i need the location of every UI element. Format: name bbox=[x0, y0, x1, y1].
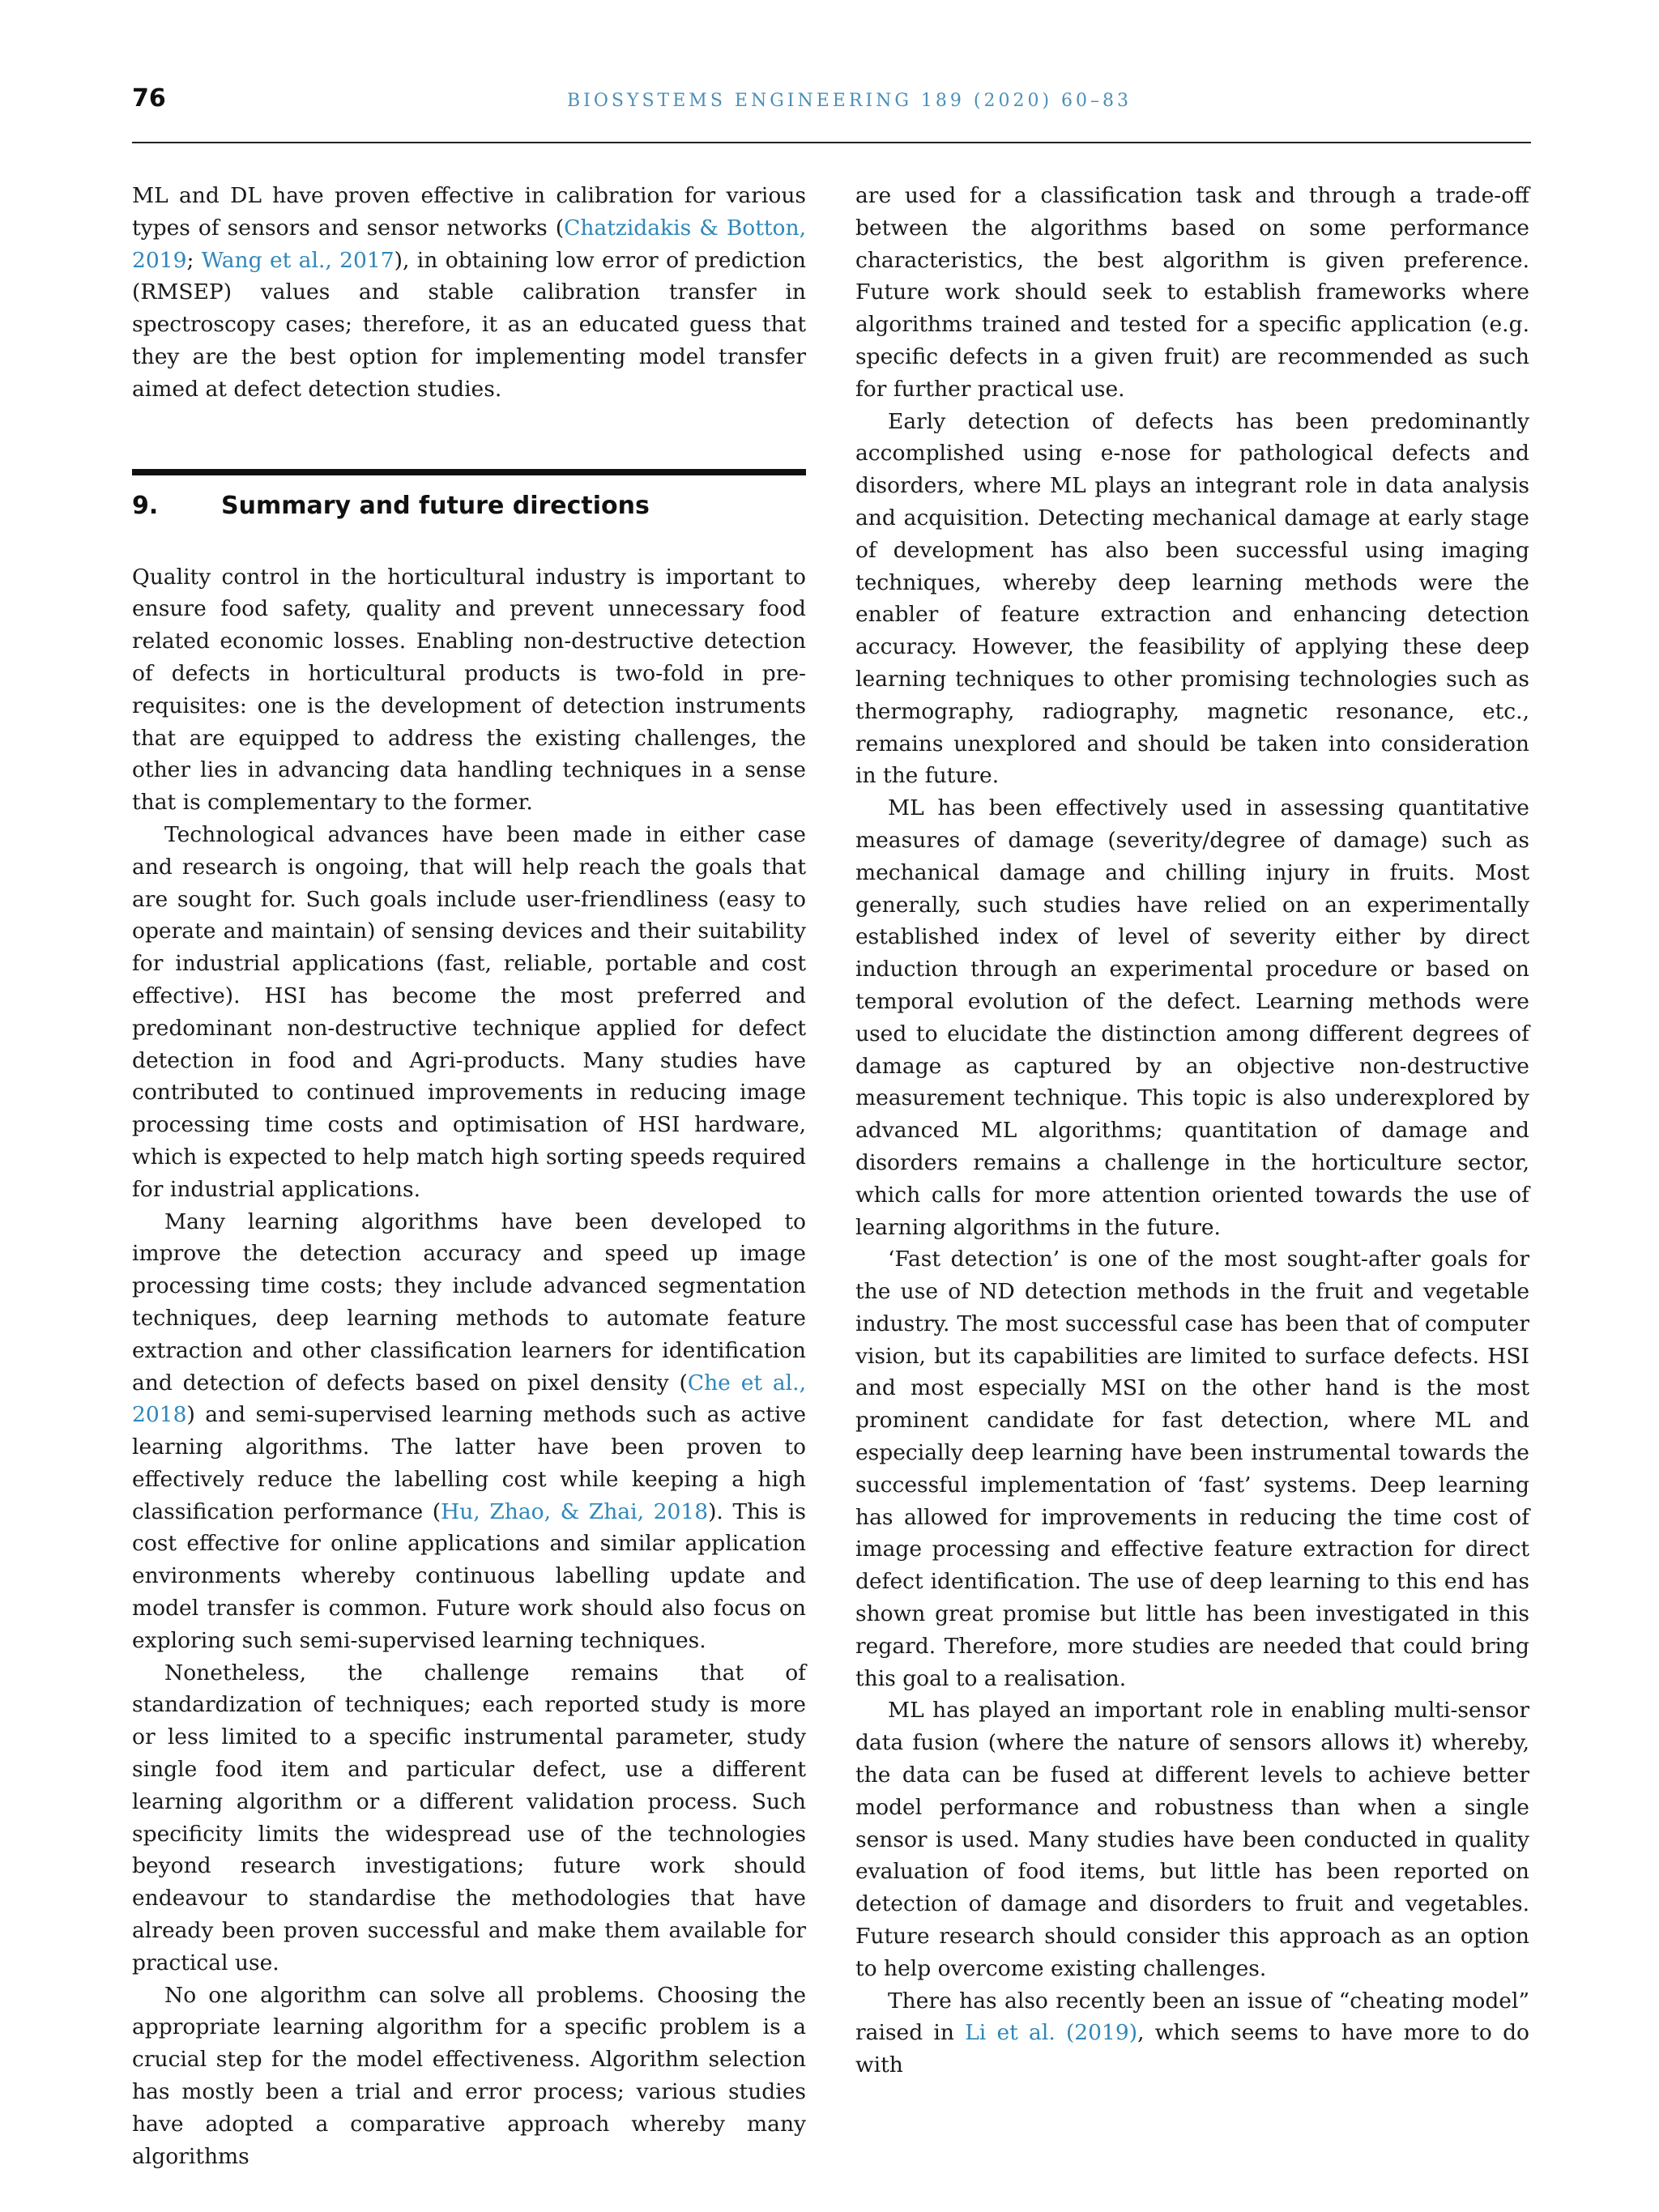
paragraph: No one algorithm can solve all problems. Choosing the appropriate learning algorithm for a specific problem is a crucial step for the model effectiveness. Algorithm selection has mostly been a trial and error process; various studies have adopted a comparative approach whereby many algorithms bbox=[132, 1982, 806, 2169]
paragraph: There has also recently been an issue of “cheating model” raised in Li et al. (2019), which seems to have more to do with bbox=[855, 1988, 1530, 2078]
section-heading bbox=[132, 490, 806, 522]
header-rule bbox=[132, 142, 1531, 143]
section-title: Summary and future directions bbox=[221, 491, 650, 520]
section-body bbox=[132, 561, 806, 2173]
citation-link[interactable]: Che et al., 2018 bbox=[132, 1370, 807, 1428]
paragraph: Many learning algorithms have been developed to improve the detection accuracy and speed up image processing time costs; they include advanced segmentation techniques, deep learning methods to automate feature extraction and other classification learners for identification and detection of defects based on pixel density (Che et al., 2018) and semi-supervised learning methods such as active learning algorithms. The latter have been proven to effectively reduce the labelling cost while keeping a high classification performance (Hu, Zhao, & Zhai, 2018). This is cost effective for online applications and similar application environments whereby continuous labelling update and model transfer is common. Future work should also focus on exploring such semi-supervised learning techniques. bbox=[132, 1208, 807, 1653]
paragraph: Early detection of defects has been predominantly accomplished using e-nose for pathological defects and disorders, where ML plays an integrant role in data analysis and acquisition. Detecting mechanical damage at early stage of development has also been successful using imaging techniques, whereby deep learning methods were the enabler of feature extraction and enhancing detection accuracy. However, the feasibility of applying these deep learning techniques to other promising technologies such as thermography, radiography, magnetic resonance, etc., remains unexplored and should be taken into consideration in the future. bbox=[855, 408, 1529, 789]
paragraph: ‘Fast detection’ is one of the most sought-after goals for the use of ND detection methods in the fruit and vegetable industry. The most successful case has been that of computer vision, but its capabilities are limited to surface defects. HSI and most especially MSI on the other hand is the most prominent candidate for fast detection, where ML and especially deep learning have been instrumental towards the successful implementation of ‘fast’ systems. Deep learning has allowed for improvements in reducing the time cost of image processing and effective feature extraction for direct defect identification. The use of deep learning to this end has shown great promise but little has been investigated in this regard. Therefore, more studies are needed that could bring this goal to a realisation. bbox=[855, 1247, 1529, 1691]
citation-link[interactable]: Li et al. (2019) bbox=[965, 2020, 1138, 2046]
paragraph: Nonetheless, the challenge remains that of standardization of techniques; each reported study is more or less limited to a specific instrumental parameter, study single food item and particular defect, use a different learning algorithm or a different validation process. Such specificity limits the widespread use of the technologies beyond research investigations; future work should endeavour to standardise the methodologies that have already been proven successful and make them available for practical use. bbox=[132, 1660, 806, 1975]
page-number: 76 bbox=[132, 84, 166, 113]
left-column bbox=[132, 180, 806, 2172]
section-number: 9. bbox=[132, 491, 159, 520]
section-rule bbox=[132, 469, 806, 475]
running-head: BIOSYSTEMS ENGINEERING 189 (2020) 60–83 bbox=[567, 91, 1132, 111]
paragraph: Quality control in the horticultural industry is important to ensure food safety, quality and prevent unnecessary food related economic losses. Enabling non-destructive detection of defects in horticultural products is two-fold in pre-requisites: one is the development of detection instruments that are equipped to address the existing challenges, the other lies in advancing data handling techniques in a sense that is complementary to the former. bbox=[132, 564, 806, 816]
paragraph: ML has been effectively used in assessing quantitative measures of damage (severity/degree of damage) such as mechanical damage and chilling injury in fruits. Most generally, such studies have relied on an experimentally established index of level of severity either by direct induction through an experimental procedure or based on temporal evolution of the defect. Learning methods were used to elucidate the distinction among different degrees of damage as captured by an objective non-destructive measurement technique. This topic is also underexplored by advanced ML algorithms; quantitation of damage and disorders remains a challenge in the horticulture sector, which calls for more attention oriented towards the use of learning algorithms in the future. bbox=[855, 795, 1529, 1240]
right-column bbox=[855, 180, 1529, 2082]
paragraph: are used for a classification task and through a trade-off between the algorithms based on some performance characteristics, the best algorithm is given preference. Future work should seek to establish frameworks where algorithms trained and tested for a specific application (e.g. specific defects in a given fruit) are recommended as such for further practical use. bbox=[855, 183, 1529, 402]
intro-paragraph: ML and DL have proven effective in calibration for various types of sensors and sensor networks (Chatzidakis & Botton, 2019; Wang et al., 2017), in obtaining low error of prediction (RMSEP) values and stable calibration transfer in spectroscopy cases; therefore, it as an educated guess that they are the best option for implementing model transfer aimed at defect detection studies. bbox=[132, 183, 806, 402]
citation-link[interactable]: Chatzidakis & Botton, 2019 bbox=[132, 215, 806, 273]
paragraph: ML has played an important role in enabling multi-sensor data fusion (where the nature of sensors allows it) whereby, the data can be fused at different levels to achieve better model performance and robustness than when a single sensor is used. Many studies have been conducted in quality evaluation of food items, but little has been reported on detection of damage and disorders to fruit and vegetables. Future research should consider this approach as an option to help overcome existing challenges. bbox=[855, 1698, 1529, 1981]
citation-link[interactable]: Wang et al., 2017 bbox=[201, 247, 394, 273]
citation-link[interactable]: Hu, Zhao, & Zhai, 2018 bbox=[441, 1498, 709, 1524]
paragraph: Technological advances have been made in either case and research is ongoing, that will help reach the goals that are sought for. Such goals include user-friendliness (easy to operate and maintain) of sensing devices and their suitability for industrial applications (fast, reliable, portable and cost effective). HSI has become the most preferred and predominant non-destructive technique applied for defect detection in food and Agri-products. Many studies have contributed to continued improvements in reducing image processing time costs and optimisation of HSI hardware, which is expected to help match high sorting speeds required for industrial applications. bbox=[132, 821, 806, 1202]
